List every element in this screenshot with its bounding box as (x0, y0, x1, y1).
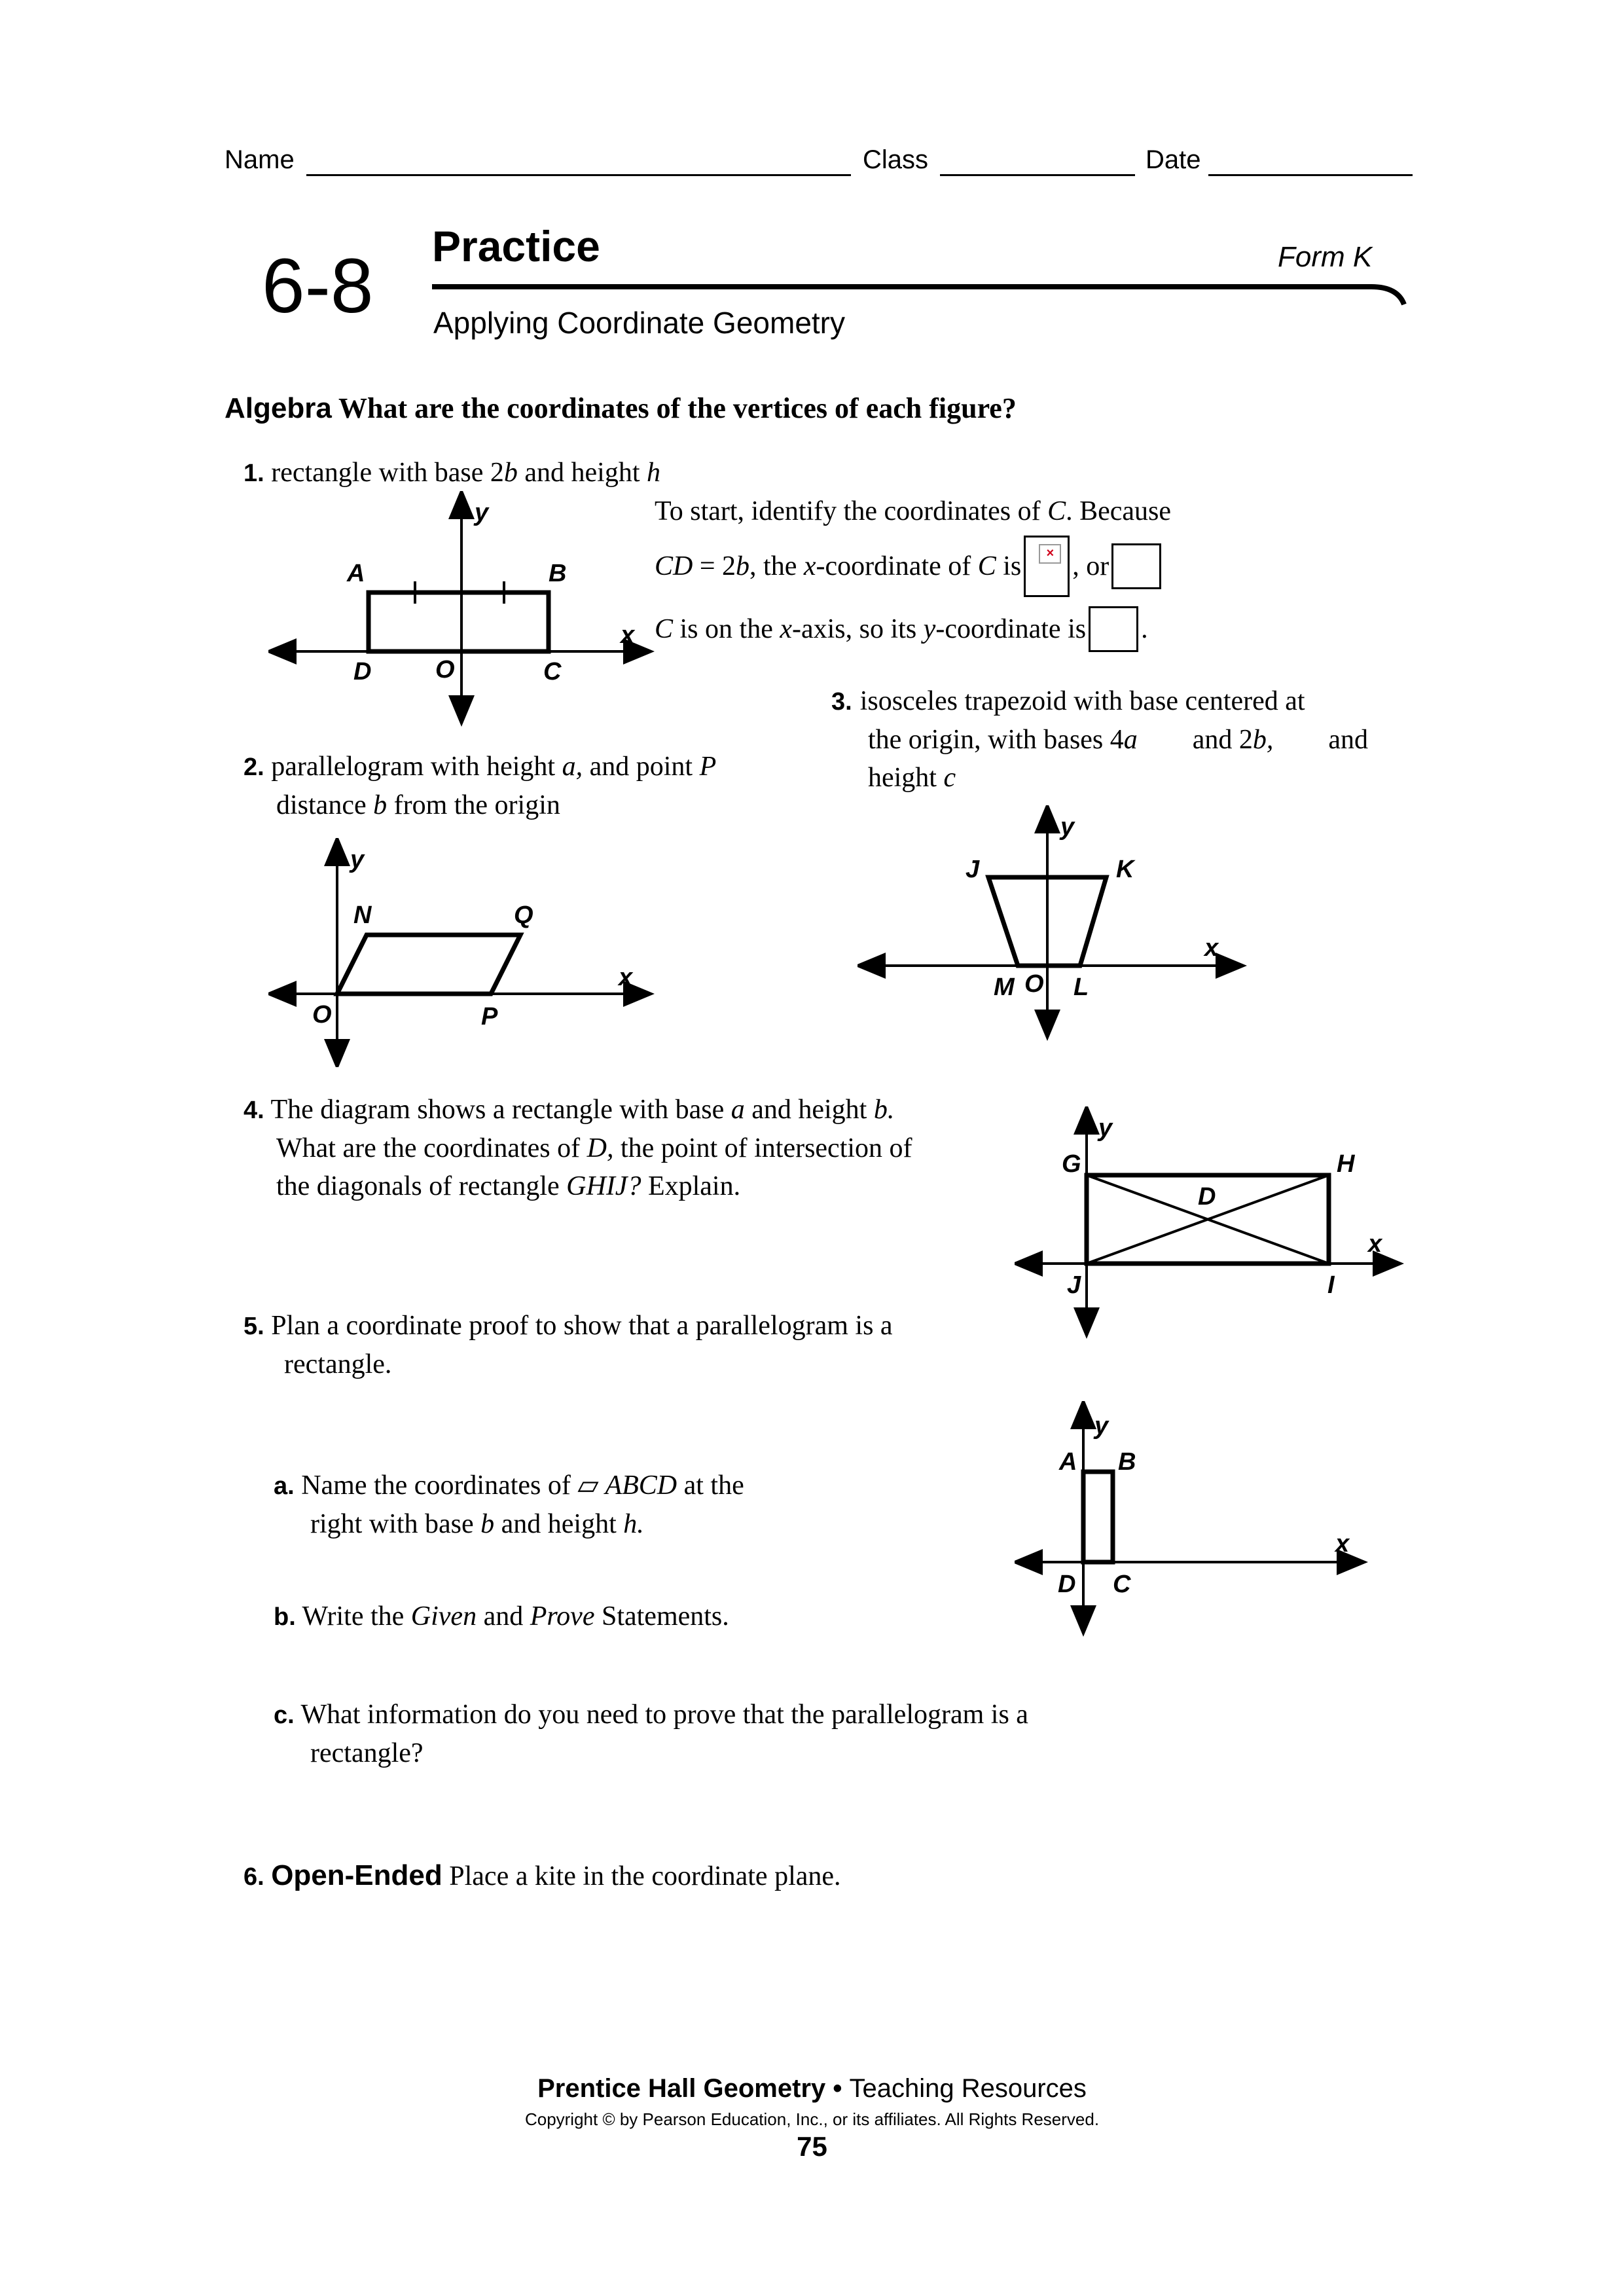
label-L: L (1074, 974, 1089, 1001)
problem-1-text: 1. rectangle with base 2b and height h (244, 458, 661, 488)
page-subtitle: Applying Coordinate Geometry (433, 306, 845, 340)
problem-5b-label: b. (274, 1603, 296, 1631)
label-Q: Q (514, 902, 533, 929)
broken-image-icon: × (1039, 544, 1061, 564)
date-line[interactable] (1208, 174, 1413, 176)
label-y: y (350, 846, 365, 873)
label-C: C (1113, 1571, 1131, 1598)
label-A: A (1059, 1448, 1077, 1476)
label-H: H (1337, 1150, 1355, 1178)
label-x: x (621, 621, 635, 649)
answer-box-broken-image[interactable] (1024, 536, 1070, 597)
problem-6-number: 6. (244, 1863, 264, 1891)
label-x: x (1204, 934, 1219, 962)
problem-5b-text: b. Write the Given and Prove Statements. (274, 1601, 729, 1631)
page-number: 75 (797, 2131, 827, 2162)
open-ended-label: Open-Ended (271, 1859, 442, 1891)
problem-5a-label: a. (274, 1472, 295, 1500)
label-B: B (1118, 1448, 1136, 1476)
parallelogram-NOPQ (337, 935, 520, 994)
label-B: B (549, 560, 567, 587)
problem-5-number: 5. (244, 1313, 264, 1340)
problem-2-text: 2. parallelogram with height a, and point P distance b from the origin (244, 752, 717, 820)
label-O: O (312, 1001, 332, 1029)
diagram-1 (268, 491, 661, 727)
diagram-5 (1015, 1401, 1381, 1637)
problem-3-number: 3. (831, 688, 852, 716)
rectangle-ABCD (1083, 1472, 1113, 1562)
problem-4-number: 4. (244, 1097, 264, 1124)
diagram-4 (1015, 1106, 1407, 1342)
footer-resource: Teaching Resources (849, 2074, 1087, 2103)
rectangle-ABCD (369, 592, 549, 651)
label-O: O (435, 656, 455, 683)
problem-5c-text: c. What information do you need to prove that the parallelogram is a rectangle? (274, 1700, 1028, 1768)
form-label: Form K (1278, 241, 1373, 273)
problem-3-text: 3. isosceles trapezoid with base centered at the origin, with bases 4a and 2b, and height c (831, 686, 1368, 793)
diagram-2 (268, 838, 661, 1067)
problem-4-text: 4. The diagram shows a rectangle with base a and height b. What are the coordinates of D, the point of intersection of the diagonals of rectangle GHIJ? Explain. (244, 1095, 912, 1201)
label-I: I (1327, 1271, 1335, 1299)
label-D: D (1058, 1571, 1076, 1598)
diagram-3 (857, 805, 1250, 1041)
label-y: y (1060, 813, 1075, 841)
name-label: Name (225, 145, 295, 174)
answer-box-x[interactable] (1111, 543, 1161, 589)
instruction (225, 392, 1017, 425)
label-y: y (1094, 1412, 1109, 1440)
label-J: J (1067, 1271, 1081, 1299)
problem-5c-label: c. (274, 1702, 295, 1729)
answer-box-y[interactable] (1089, 606, 1138, 652)
label-y: y (475, 499, 489, 526)
label-N: N (353, 902, 372, 929)
label-x: x (1335, 1530, 1350, 1558)
label-M: M (994, 974, 1015, 1001)
date-label: Date (1146, 145, 1201, 174)
label-D: D (1198, 1183, 1216, 1211)
label-O: O (1024, 970, 1044, 998)
label-G: G (1062, 1150, 1081, 1178)
problem-6-text: 6. Open-Ended Place a kite in the coordinate plane. (244, 1859, 841, 1891)
footer-book: Prentice Hall Geometry (537, 2074, 826, 2103)
instruction-text: What are the coordinates of the vertices of each figure? (338, 392, 1017, 424)
footer-title: Prentice Hall Geometry • Teaching Resources (537, 2074, 1087, 2103)
label-y: y (1098, 1114, 1113, 1142)
label-K: K (1116, 856, 1134, 883)
label-A: A (347, 560, 365, 587)
lesson-number: 6-8 (262, 243, 374, 329)
label-C: C (543, 658, 562, 685)
page-heading: Practice (432, 222, 600, 270)
label-J: J (965, 856, 980, 883)
label-D: D (353, 658, 372, 685)
label-x: x (619, 964, 633, 991)
problem-1-hint-3: C is on the x-axis, so its y-coordinate is . (655, 606, 1148, 652)
problem-2-number: 2. (244, 754, 264, 781)
class-line[interactable] (940, 174, 1135, 176)
problem-5-text: 5. Plan a coordinate proof to show that a parallelogram is a rectangle. (244, 1311, 893, 1379)
label-x: x (1368, 1230, 1382, 1258)
problem-5a-text: a. Name the coordinates of ▱ ABCD at the right with base b and height h. (274, 1470, 744, 1539)
instruction-label: Algebra (225, 392, 332, 424)
problem-1-number: 1. (244, 460, 264, 487)
problem-1-hint-1: To start, identify the coordinates of C. Because (655, 496, 1172, 526)
name-line[interactable] (306, 174, 851, 176)
footer-copyright: Copyright © by Pearson Education, Inc., or its affiliates. All Rights Reserved. (524, 2109, 1100, 2129)
class-label: Class (863, 145, 929, 174)
problem-1-hint-2: CD = 2b, the x-coordinate of C is × , or (655, 536, 1164, 597)
label-P: P (481, 1003, 498, 1030)
